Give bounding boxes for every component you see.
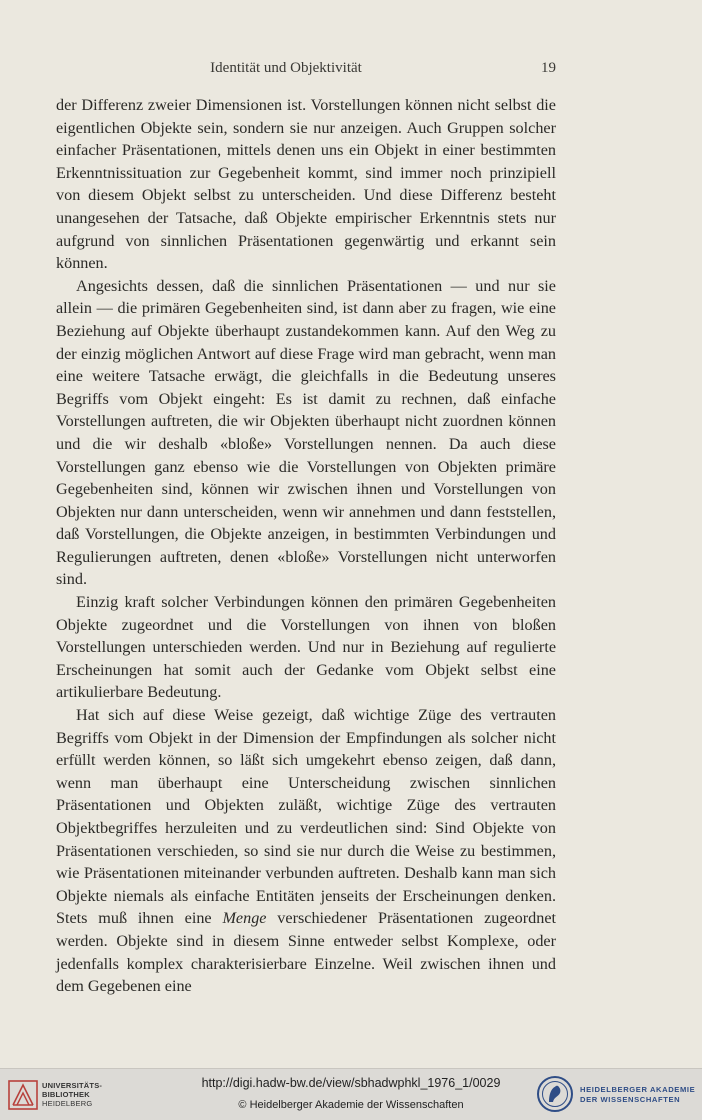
library-logo-line-3: HEIDELBERG (42, 1099, 93, 1108)
viewer-footer (0, 1068, 702, 1120)
running-head-title: Identität und Objektivität (210, 60, 362, 76)
academy-logo[interactable] (536, 1075, 696, 1115)
paragraph-1: der Differenz zweier Dimensionen ist. Vorstellungen können nicht selbst die eigentlichen Objekte sein, sondern sie nur anzeigen. Auch Gruppen solcher einfacher Präsentationen, mittels denen uns ein Objekt in einer bestimmten Erkenntnissituation zur Gegebenheit kommt, sind immer noch prinzipiell von diesem Objekt selbst zu unterscheiden. Und diese Differenz besteht unangesehen der Tatsache, daß Objekte empirischer Erkenntnis stets nur aufgrund von sinnlichen Präsentationen gegenwärtig und erkannt sein können. (56, 96, 556, 273)
body-text (56, 94, 556, 998)
permalink-url[interactable]: http://digi.hadw-bw.de/view/sbhadwphkl_1976_1/0029 (201, 1076, 501, 1090)
library-logo-line-1: UNIVERSITÄTS- (42, 1081, 103, 1090)
academy-logo-line-2: DER WISSENSCHAFTEN (580, 1095, 681, 1104)
page-number: 19 (541, 60, 556, 76)
library-logo-line-2: BIBLIOTHEK (42, 1090, 90, 1099)
copyright-notice: © Heidelberger Akademie der Wissenschaften (238, 1099, 464, 1111)
paragraph-3: Einzig kraft solcher Verbindungen können den primären Gegebenheiten Objekte zugeordnet und die Vorstellungen von ihnen von bloßen Vorstellungen unterschieden werden. Und nur in Beziehung auf regulierte Erscheinungen hat somit auch der Gedanke vom Objekt selbst eine artikulierbare Bedeutung. (56, 593, 556, 702)
academy-logo-line-1: HEIDELBERGER AKADEMIE (580, 1085, 696, 1094)
paragraph-4: Hat sich auf diese Weise gezeigt, daß wichtige Züge des vertrauten Begriffs vom Objekt in der Dimension der Empfindungen als solcher nicht erfüllt werden können, so läßt sich umgekehrt ebenso zeigen, daß dann, wenn man überhaupt eine Unterscheidung zwischen sinnlichen Präsentationen und Objekten zuläßt, wichtige Züge des vertrauten Objektbegriffes herzuleiten und zu verdeutlichen sind: Sind Objekte von Präsentationen verschieden, so sind sie nur durch die Weise zu bestimmen, wie Präsentationen miteinander verbunden auftreten. Deshalb kann man sich Objekte niemals als einfache Entitäten jenseits der Erscheinungen denken. Stets muß ihnen eine Menge verschiedener Präsentationen zugeordnet werden. Objekte sind in diesem Sinne entweder selbst Komplexe, oder jedenfalls komplex charakterisierbare Einzelne. Weil zwischen ihnen und dem Gegebenen eine (56, 706, 557, 996)
academy-logo-text (580, 1085, 695, 1105)
paragraph-2: Angesichts dessen, daß die sinnlichen Präsentationen — und nur sie allein — die primären Gegebenheiten sind, ist dann aber zu fragen, wie eine Beziehung auf Objekte überhaupt zustandekommen kann. Auf den Weg zu der einzig möglichen Antwort auf diese Frage wird man gebracht, wenn man eine weitere Tatsache erwägt, die gleichfalls in die Bedeutung unseres Begriffs vom Objekt eingeht: Es ist damit zu rechnen, daß einfache Vorstellungen auftreten, die wir Objekten überhaupt nicht zuordnen können und die wir deshalb «bloße» Vorstellungen nennen. Da auch diese Vorstellungen ganz ebenso wie die Vorstellungen von Objekten primäre Gegebenheiten sind, können wir zwischen ihnen und Vorstellungen von Objekten nur dann unterscheiden, wenn wir annehmen und dann feststellen, daß Vorstellungen, die Objekte anzeigen, in bestimmten Verbindungen und Regulierungen auftreten, denen «bloße» Vorstellungen nicht unterworfen sind. (56, 276, 556, 589)
academy-seal-icon (536, 1075, 574, 1113)
